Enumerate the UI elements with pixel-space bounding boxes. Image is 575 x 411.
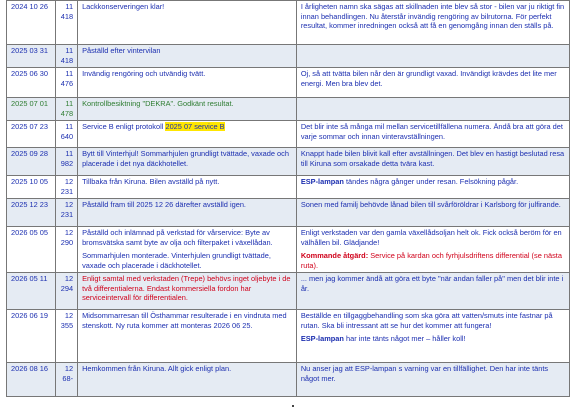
table-row — [7, 148, 570, 176]
date-cell: 2025 07 01 — [7, 98, 56, 121]
odometer-cell: 12 231 — [55, 176, 77, 199]
note-cell — [296, 310, 569, 363]
event-cell: Bytt till Vinterhjul! Sommarhjulen grundligt tvättade, vaxade och placerade i det nya däckhotellet. — [78, 148, 297, 176]
date-cell: 2025 09 28 — [7, 148, 56, 176]
odometer-cell: 11 478 — [55, 98, 77, 121]
event-cell: Tillbaka från Kiruna. Bilen avställd på nytt. — [78, 176, 297, 199]
table-row — [7, 1, 570, 45]
odometer-cell: 11 982 — [55, 148, 77, 176]
note-cell: Knappt hade bilen blivit kall efter avställningen. Det blev en hastigt beslutad resa till Kiruna som orsakade detta tvära kast. — [296, 148, 569, 176]
odometer-cell: 12 290 — [55, 227, 77, 273]
table-row — [7, 310, 570, 363]
date-cell: 2026 05 05 — [7, 227, 56, 273]
esp-lamp-label: ESP-lampan — [300, 334, 344, 343]
note-text: Enligt verkstaden var den gamla växellådsoljan helt ok. Fick också beröm för en välhållen bil. Glädjande! — [300, 228, 562, 247]
event-text: Service B enligt protokoll — [82, 122, 166, 131]
event-text: Påställd och inlämnad på verkstad för vårservice: Byte av bromsvätska samt byte av olja och filterpaket i växellådan. — [82, 228, 273, 247]
date-cell: 2026 08 16 — [7, 363, 56, 397]
date-cell: 2024 10 26 — [7, 1, 56, 45]
table-row — [7, 121, 570, 148]
note-text: tändes några gånger under resan. Felsökning pågår. — [343, 177, 519, 186]
page-mark — [292, 405, 294, 407]
odometer-cell: 12 355 — [55, 310, 77, 363]
esp-lamp-label: ESP-lampan — [300, 177, 344, 186]
odometer-cell: 11 418 — [55, 45, 77, 68]
event-cell: Enligt samtal med verkstaden (Trepe) behövs inget oljebyte i de två differentialerna. Endast kommersiella fordon har serviceintervall för differentialen. — [78, 273, 297, 310]
date-cell: 2025 12 23 — [7, 199, 56, 227]
table-row — [7, 363, 570, 397]
odometer-cell: 12 231 — [55, 199, 77, 227]
note-cell: Oj, så att tvätta bilen når den är grundligt vaxad. Invändigt krävdes det lite mer energi. Men bra blev det. — [296, 68, 569, 98]
date-cell: 2025 10 05 — [7, 176, 56, 199]
event-cell: Hemkommen från Kiruna. Allt gick enligt plan. — [78, 363, 297, 397]
odometer-cell: 12 294 — [55, 273, 77, 310]
odometer-cell: 12 68- — [55, 363, 77, 397]
note-cell — [296, 45, 569, 68]
note-cell — [296, 98, 569, 121]
date-cell: 2025 03 31 — [7, 45, 56, 68]
date-cell: 2025 06 30 — [7, 68, 56, 98]
event-cell: Påställd efter vintervilan — [78, 45, 297, 68]
table-row — [7, 68, 570, 98]
note-cell: Nu anser jag att ESP-lampan s varning var en tillfällighet. Den har inte tänts något mer. — [296, 363, 569, 397]
note-text: Beställde en tillgaggbehandling som ska göra att vatten/smuts inte fastnar på rutan. Ska bli intressant att se hur det kommer att fungera! — [300, 311, 553, 330]
event-text: Sommarhjulen monterade. Vinterhjulen grundligt tvättade, vaxade och placerade i däckhotellet. — [82, 251, 271, 270]
event-cell: Kontrollbesiktning "DEKRA". Godkänt resultat. — [78, 98, 297, 121]
odometer-cell: 11 476 — [55, 68, 77, 98]
event-cell: Midsommarresan till Östhammar resulterade i en vindruta med stenskott. Ny ruta kommer att monteras 2026 06 25. — [78, 310, 297, 363]
event-cell — [78, 227, 297, 273]
note-text: har inte tänts något mer – håller koll! — [343, 334, 466, 343]
service-log-table — [6, 0, 570, 397]
event-cell: Invändig rengöring och utvändig tvätt. — [78, 68, 297, 98]
note-cell: I årligheten namn ska sägas att skillnaden inte blev så stor - bilen var ju riktigt fin innan behandlingen. Nu återstår invändig rengöring av bilrutorna. För perfekt resultat, kommer inredningen också att få en genomgång innan den ställs på. — [296, 1, 569, 45]
table-row — [7, 199, 570, 227]
note-cell: Det blir inte så många mil mellan servicetillfällena numera. Ändå bra att göra det varje sommar och innan vinteravställningen. — [296, 121, 569, 148]
note-cell: Sonen med familj behövde lånad bilen till svårföröldrar i Karlsborg för julfirande. — [296, 199, 569, 227]
highlighted-protocol-ref: 2025 07 service B — [165, 122, 225, 131]
event-cell: Påställd fram till 2025 12 26 därefter avställd igen. — [78, 199, 297, 227]
note-cell — [296, 176, 569, 199]
date-cell: 2026 05 11 — [7, 273, 56, 310]
upcoming-action-text: Service på kardan och fyrhjulsdriftens differential (se nästa ruta). — [300, 251, 562, 270]
date-cell: 2026 06 19 — [7, 310, 56, 363]
note-cell — [296, 227, 569, 273]
note-cell: ... men jag kommer ändå att göra ett byte "när andan faller på" men det blir inte i år. — [296, 273, 569, 310]
table-row — [7, 227, 570, 273]
table-row — [7, 273, 570, 310]
odometer-cell: 11 640 — [55, 121, 77, 148]
table-row — [7, 176, 570, 199]
table-row — [7, 45, 570, 68]
date-cell: 2025 07 23 — [7, 121, 56, 148]
odometer-cell: 11 418 — [55, 1, 77, 45]
table-row — [7, 98, 570, 121]
upcoming-action-label: Kommande åtgärd: — [300, 251, 369, 260]
event-cell — [78, 121, 297, 148]
event-cell: Lackkonserveringen klar! — [78, 1, 297, 45]
